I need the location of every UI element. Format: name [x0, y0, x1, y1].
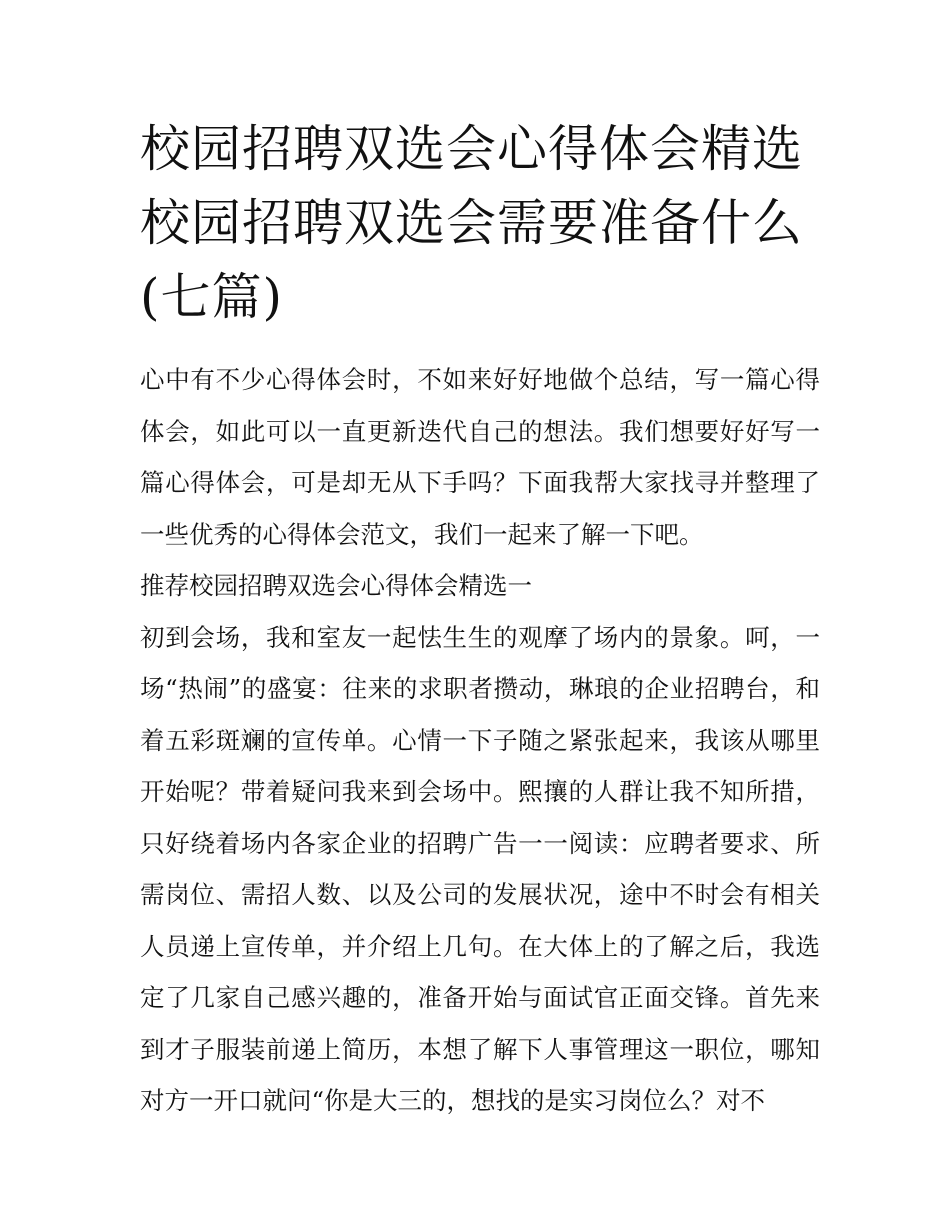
document-content: [140, 354, 820, 1127]
section-heading: 推荐校园招聘双选会心得体会精选一: [140, 571, 532, 600]
body-paragraph: 初到会场，我和室友一起怯生生的观摩了场内的景象。呵，一场“热闹”的盛宴：往来的求职者攒动，琳琅的企业招聘台，和着五彩斑斓的宣传单。心情一下子随之紧张起来，我该从哪里开始呢？带着疑问我来到会场中。熙攘的人群让我不知所措，只好绕着场内各家企业的招聘广告一一阅读：应聘者要求、所需岗位、需招人数、以及公司的发展状况，途中不时会有相关人员递上宣传单，并介绍上几句。在大体上的了解之后，我选定了几家自己感兴趣的，准备开始与面试官正面交锋。首先来到才子服装前递上简历，本想了解下人事管理这一职位，哪知对方一开口就问“你是大三的，想找的是实习岗位么？对不: [140, 622, 820, 1115]
document-title: 校园招聘双选会心得体会精选 校园招聘双选会需要准备什么 (七篇): [140, 120, 803, 326]
intro-paragraph: 心中有不少心得体会时，不如来好好地做个总结，写一篇心得体会，如此可以一直更新迭代自己的想法。我们想要好好写一篇心得体会，可是却无从下手吗？下面我帮大家找寻并整理了一些优秀的心得体会范文，我们一起来了解一下吧。: [140, 365, 820, 549]
